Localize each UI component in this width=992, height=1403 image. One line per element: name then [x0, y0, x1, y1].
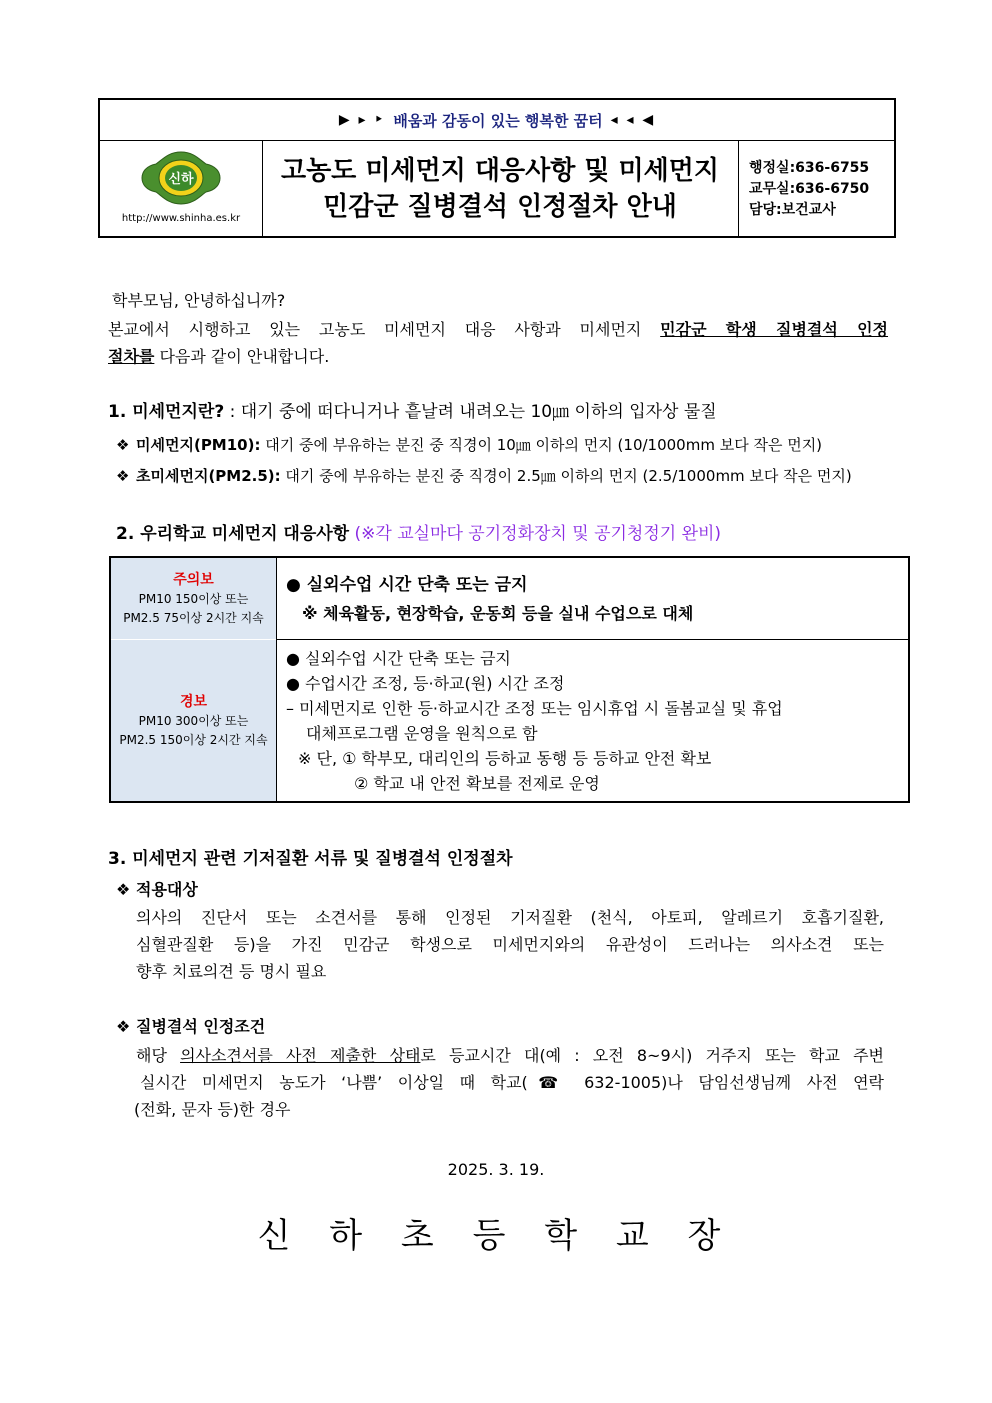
intro-line2-text: 다음과 같이 안내합니다. — [154, 347, 330, 366]
contact-admin: 행정실:636-6755 — [749, 159, 870, 176]
intro-line2-emphasis: 절차를 — [108, 347, 155, 366]
greeting: 학부모님, 안녕하십니까? — [112, 291, 286, 310]
warning-condition2: PM2.5 150이상 2시간 지속 — [119, 732, 268, 747]
row-content-advisory — [276, 558, 908, 640]
page-title-line1: 고농도 미세먼지 대응사항 및 미세먼지 — [280, 156, 720, 186]
advisory-condition2: PM2.5 75이상 2시간 지속 — [123, 610, 264, 625]
row-content-warning — [276, 640, 908, 801]
section1-heading — [108, 398, 717, 426]
diamond-bullet-icon: ❖ — [116, 467, 130, 485]
pm25-desc: 대기 중에 부유하는 분진 중 직경이 2.5㎛ 이하의 먼지 (2.5/1000mm 보다 작은 먼지) — [280, 467, 852, 485]
school-url[interactable]: http://www.shinha.es.kr — [121, 213, 241, 224]
pm10-term: 미세먼지(PM10): — [136, 436, 261, 454]
section1-item-pm25 — [116, 463, 852, 489]
condition-title: 질병결석 인정조건 — [136, 1017, 266, 1036]
warning-action3: – 미세먼지로 인한 등·하교시간 조정 또는 임시휴업 시 돌봄교실 및 휴업 — [286, 698, 783, 718]
target-title-row — [116, 877, 198, 903]
condition-line1-b: 로 등교시간 대(예 : 오전 8~9시) 거주지 또는 학교 주변 — [420, 1046, 884, 1065]
target-line2: 심혈관질환 등)을 가진 민감군 학생으로 미세먼지와의 유관성이 드러나는 의사소견 또는 — [136, 935, 884, 954]
level-warning: 경보 — [179, 693, 208, 710]
slogan-right-arrows: ◂ ◂ ◀ — [610, 112, 656, 128]
header-box — [98, 98, 896, 238]
issue-date: 2025. 3. 19. — [447, 1160, 545, 1179]
row-label-advisory — [111, 558, 277, 639]
advisory-action1: ● 실외수업 시간 단축 또는 금지 — [286, 574, 528, 595]
section2-heading — [116, 520, 721, 548]
target-line3: 향후 치료의견 등 명시 필요 — [136, 962, 327, 981]
condition-line3: (전화, 문자 등)한 경우 — [134, 1100, 291, 1119]
logo-cell — [100, 140, 263, 238]
advisory-action2: ※ 체육활동, 현장학습, 운동회 등을 실내 수업으로 대체 — [302, 603, 694, 623]
advisory-condition1: PM10 150이상 또는 — [138, 591, 249, 606]
section1-title: 1. 미세먼지란? — [108, 402, 225, 422]
section1-definition: : 대기 중에 떠다니거나 흩날려 내려오는 10㎛ 이하의 입자상 물질 — [224, 402, 717, 422]
target-title: 적용대상 — [136, 880, 198, 899]
section2-title: 2. 우리학교 미세먼지 대응사항 — [116, 524, 350, 544]
intro-line1-emphasis: 민감군 학생 질병결석 인정 — [660, 320, 889, 339]
warning-action5: ※ 단, ① 학부모, 대리인의 등하교 동행 등 등하교 안전 확보 — [298, 748, 712, 768]
target-line1: 의사의 진단서 또는 소견서를 통해 인정된 기저질환 (천식, 아토피, 알레르기 호흡기질환, — [136, 908, 884, 927]
contact-person: 담당:보건교사 — [749, 201, 836, 218]
condition-line1-a: 해당 — [136, 1046, 181, 1065]
condition-line1 — [136, 1042, 884, 1069]
condition-line1-underlined: 의사소견서를 사전 제출한 상태 — [180, 1046, 421, 1065]
warning-action2: ● 수업시간 조정, 등·하교(원) 시간 조정 — [286, 673, 565, 693]
slogan-row — [100, 100, 894, 141]
intro-line1 — [108, 316, 888, 343]
condition-line2: 실시간 미세먼지 농도가 ‘나쁨’ 이상일 때 학교(☎ 632-1005)나 담임선생님께 사전 연락 — [140, 1073, 884, 1092]
warning-action6: ② 학교 내 안전 확보를 전제로 운영 — [354, 773, 600, 793]
diamond-bullet-icon: ❖ — [116, 436, 130, 454]
diamond-bullet-icon: ❖ — [116, 1017, 131, 1036]
logo-text: 신하 — [168, 172, 194, 187]
section2-note: (※각 교실마다 공기정화장치 및 공기청정기 완비) — [354, 524, 722, 544]
intro-line1-text: 본교에서 시행하고 있는 고농도 미세먼지 대응 사항과 미세먼지 — [108, 320, 661, 339]
school-logo-icon — [136, 150, 226, 206]
warning-condition1: PM10 300이상 또는 — [138, 713, 249, 728]
response-table — [109, 556, 910, 803]
section3-heading: 3. 미세먼지 관련 기저질환 서류 및 질병결석 인정절차 — [108, 849, 513, 869]
pm25-term: 초미세먼지(PM2.5): — [136, 467, 281, 485]
section1-item-pm10 — [116, 432, 822, 458]
title-cell — [262, 140, 739, 238]
signature: 신 하 초 등 학 교 장 — [257, 1216, 735, 1256]
intro-line2 — [108, 343, 329, 370]
level-advisory: 주의보 — [173, 571, 214, 588]
row-label-warning — [111, 640, 277, 801]
condition-title-row — [116, 1014, 265, 1040]
page-title-line2: 민감군 질병결석 인정절차 안내 — [323, 192, 677, 222]
warning-action4: 대체프로그램 운영을 원칙으로 함 — [306, 723, 538, 743]
contact-academic: 교무실:636-6750 — [749, 180, 870, 197]
slogan-text: 배움과 감동이 있는 행복한 꿈터 — [393, 111, 603, 130]
contact-cell — [740, 140, 896, 238]
slogan-left-arrows: ▶ ▸ ‣ — [338, 112, 386, 128]
pm10-desc: 대기 중에 부유하는 분진 중 직경이 10㎛ 이하의 먼지 (10/1000mm 보다 작은 먼지) — [260, 436, 823, 454]
warning-action1: ● 실외수업 시간 단축 또는 금지 — [286, 648, 511, 668]
diamond-bullet-icon: ❖ — [116, 880, 131, 899]
